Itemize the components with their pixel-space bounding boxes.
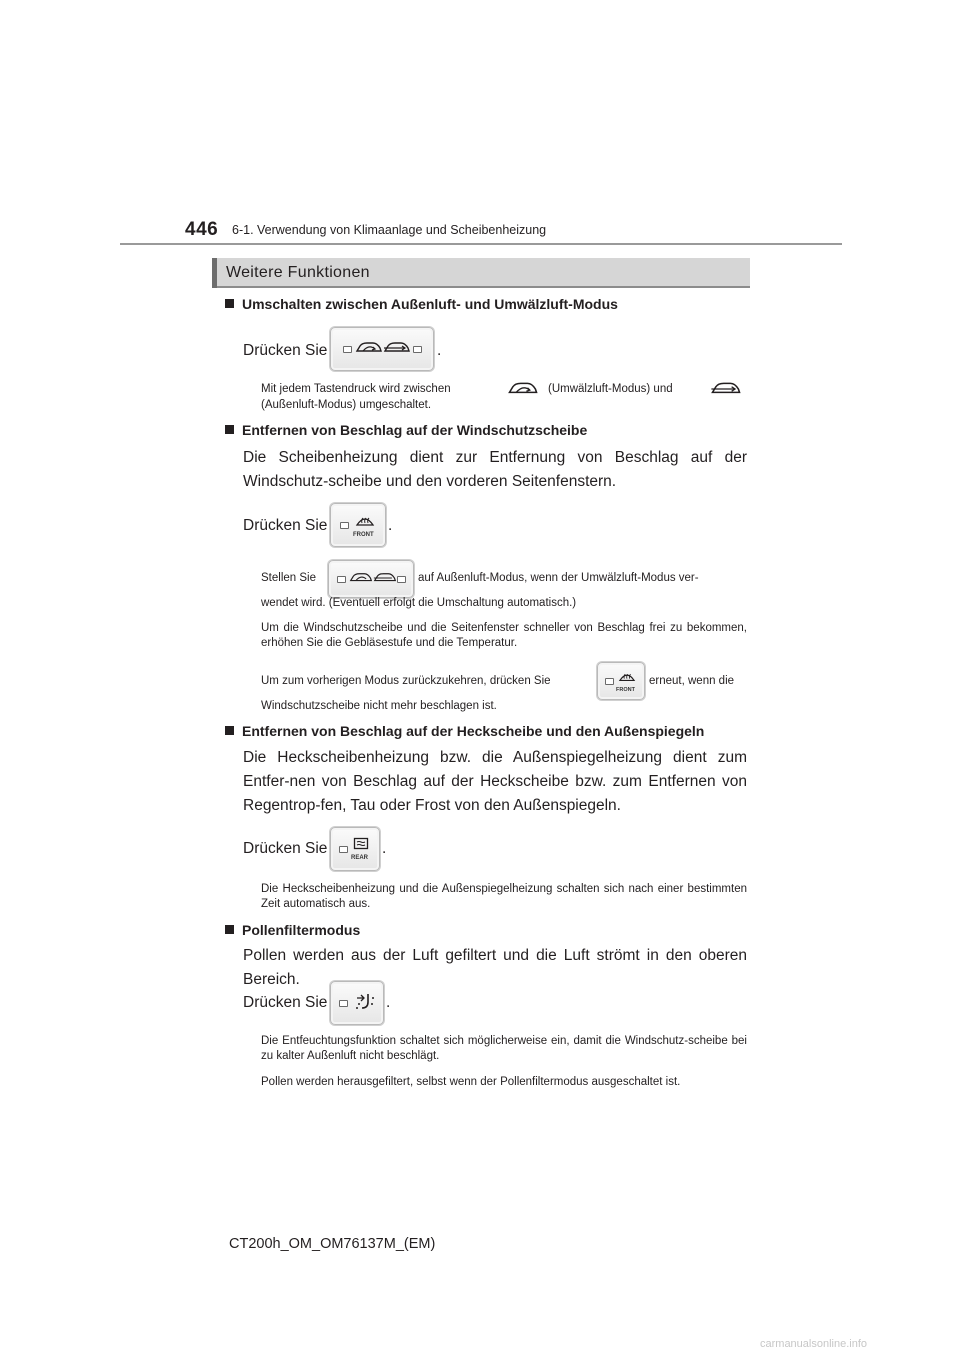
outside-air-icon	[373, 571, 397, 585]
section-title: Weitere Funktionen	[226, 264, 370, 281]
front-defogger-button[interactable]	[330, 503, 386, 547]
front-defogger-icon	[355, 511, 375, 529]
indicator-led	[397, 576, 406, 583]
recirculation-icon	[507, 380, 539, 398]
note-text: wendet wird. (Eventuell erfolgt die Umschaltung automatisch.)	[261, 597, 577, 609]
air-mode-button[interactable]	[328, 560, 414, 598]
rear-defogger-icon	[353, 837, 369, 851]
subheading-text: Entfernen von Beschlag auf der Windschutzscheibe	[242, 422, 588, 438]
recirculation-icon	[349, 571, 373, 585]
note-text: (Umwälzluft-Modus) und	[548, 383, 673, 395]
press-period: .	[382, 840, 387, 857]
body-paragraph: Die Heckscheibenheizung bzw. die Außenspiegelheizung dient zum Entfer-nen von Beschlag auf der Heckscheibe bzw. zum Entfernen von Regentrop-fen, Tau oder Frost von den Außenspiegeln.	[243, 749, 747, 814]
press-instruction	[243, 994, 327, 1012]
press-text: Drücken Sie	[243, 840, 328, 857]
subheading-text: Pollenfiltermodus	[242, 922, 361, 938]
body-paragraph: Die Scheibenheizung dient zur Entfernung von Beschlag auf der Windschutz-scheibe und den vorderen Seitenfenstern.	[243, 449, 747, 490]
press-instruction	[243, 342, 327, 360]
indicator-led	[605, 678, 614, 685]
indicator-led	[340, 522, 349, 529]
press-instruction	[243, 517, 327, 535]
subheading-air-mode	[225, 296, 618, 312]
header-divider	[120, 243, 842, 245]
air-mode-button[interactable]	[330, 327, 434, 371]
note-text: Die Heckscheibenheizung und die Außenspiegelheizung schalten sich nach einer bestimmten Zeit automatisch aus.	[261, 883, 747, 910]
page-number: 446	[185, 219, 219, 240]
button-caption: FRONT	[353, 532, 374, 538]
pollen-filter-button[interactable]	[330, 981, 384, 1025]
indicator-led	[343, 346, 352, 353]
square-bullet-icon	[225, 299, 234, 308]
body-paragraph: Pollen werden aus der Luft gefiltert und die Luft strömt in den oberen Bereich.	[243, 947, 747, 988]
note-text: Mit jedem Tastendruck wird zwischen	[261, 383, 451, 395]
subheading-pollen-filter	[225, 922, 360, 938]
indicator-led	[337, 576, 346, 583]
chapter-title: 6-1. Verwendung von Klimaanlage und Scheibenheizung	[232, 223, 547, 237]
press-text: Drücken Sie	[243, 342, 328, 359]
subheading-text: Umschalten zwischen Außenluft- und Umwälzluft-Modus	[242, 296, 618, 312]
press-text: Drücken Sie	[243, 517, 328, 534]
recirculation-icon	[355, 340, 383, 356]
press-period: .	[386, 994, 391, 1011]
note-text: auf Außenluft-Modus, wenn der Umwälzluft-Modus ver-	[418, 572, 699, 584]
note-text: Um zum vorherigen Modus zurückzukehren, drücken Sie	[261, 675, 551, 687]
square-bullet-icon	[225, 726, 234, 735]
note-text: Stellen Sie	[261, 572, 316, 584]
indicator-led	[339, 1000, 348, 1007]
note-text: Windschutzscheibe nicht mehr beschlagen ist.	[261, 700, 497, 712]
square-bullet-icon	[225, 425, 234, 434]
indicator-led	[339, 846, 348, 853]
note-text: (Außenluft-Modus) umgeschaltet.	[261, 399, 432, 411]
press-period: .	[388, 517, 393, 534]
press-instruction	[243, 840, 327, 858]
subheading-text: Entfernen von Beschlag auf der Heckscheibe und den Außenspiegeln	[242, 723, 705, 739]
outside-air-icon	[709, 380, 743, 398]
note-text: Die Entfeuchtungsfunktion schaltet sich möglicherweise ein, damit die Windschutz-scheibe bei zu kalter Außenluft nicht beschlägt.	[261, 1035, 747, 1062]
button-caption: FRONT	[616, 687, 635, 693]
note-text: Pollen werden herausgefiltert, selbst wenn der Pollenfiltermodus ausgeschaltet ist.	[261, 1076, 681, 1088]
press-text: Drücken Sie	[243, 994, 328, 1011]
subheading-rear-window	[225, 723, 704, 739]
indicator-led	[413, 346, 422, 353]
note-text: erneut, wenn die	[649, 675, 735, 687]
button-caption: REAR	[351, 855, 369, 861]
pollen-filter-icon	[354, 992, 376, 1012]
press-period: .	[437, 342, 442, 359]
section-header-accent	[212, 258, 217, 288]
subheading-windshield	[225, 422, 587, 438]
front-defogger-button[interactable]	[597, 662, 645, 700]
outside-air-icon	[383, 340, 411, 356]
document-code: CT200h_OM_OM76137M_(EM)	[229, 1236, 436, 1252]
front-defogger-icon	[618, 668, 636, 684]
rear-defogger-button[interactable]	[330, 827, 380, 871]
watermark: carmanualsonline.info	[760, 1338, 868, 1350]
note-text: Um die Windschutzscheibe und die Seitenfenster schneller von Beschlag frei zu bekommen, erhöhen Sie die Gebläsestufe und die Temperatur.	[261, 622, 747, 649]
square-bullet-icon	[225, 925, 234, 934]
